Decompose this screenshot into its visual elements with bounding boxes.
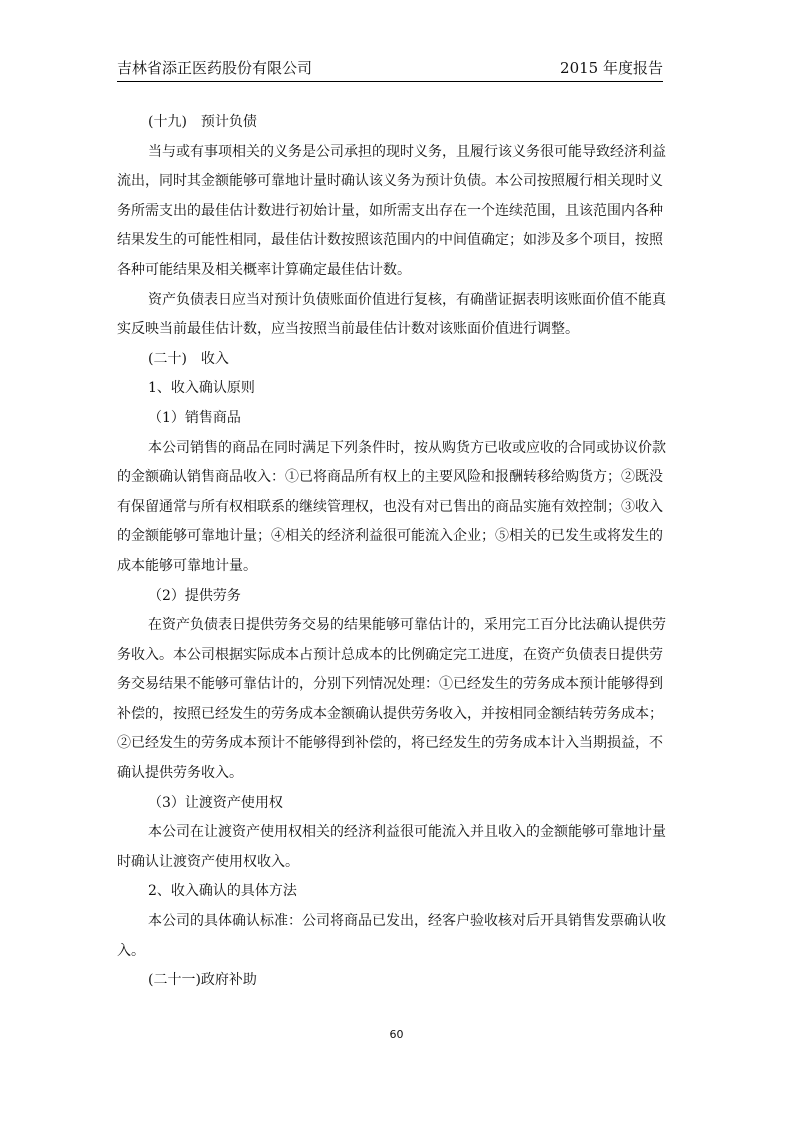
paragraph-line: 本公司的具体确认标准：公司将商品已发出，经客户验收核对后开具销售发票确认收 — [148, 913, 666, 930]
paragraph-line: 的金额确认销售商品收入：①已将商品所有权上的主要风险和报酬转移给购货方；②既没 — [117, 469, 663, 486]
paragraph-line: ②已经发生的劳务成本预计不能够得到补偿的，将已经发生的劳务成本计入当期损益，不 — [117, 735, 663, 752]
paragraph-line: 资产负债表日应当对预计负债账面价值进行复核，有确凿证据表明该账面价值不能真 — [148, 291, 666, 308]
paragraph-line: 确认提供劳务收入。 — [117, 765, 243, 782]
paragraph-line: 补偿的，按照已经发生的劳务成本金额确认提供劳务收入，并按相同金额结转劳务成本； — [117, 705, 663, 722]
section-heading-government-grants: (二十一)政府补助 — [148, 972, 257, 989]
paragraph-line: 当与或有事项相关的义务是公司承担的现时义务，且履行该义务很可能导致经济利益 — [148, 143, 666, 160]
section-heading-provisions: (十九) 预计负债 — [148, 114, 257, 130]
paragraph-line: 本公司在让渡资产使用权相关的经济利益很可能流入并且收入的金额能够可靠地计量 — [148, 824, 666, 841]
subheading-transfer-of-asset-use-rights: （3）让渡资产使用权 — [148, 794, 283, 811]
paragraph-line: 入。 — [117, 942, 145, 959]
paragraph-line: 在资产负债表日提供劳务交易的结果能够可靠估计的，采用完工百分比法确认提供劳 — [148, 617, 666, 634]
paragraph-line: 有保留通常与所有权相联系的继续管理权，也没有对已售出的商品实施有效控制；③收入 — [117, 498, 663, 515]
subheading-revenue-principles: 1、收入确认原则 — [148, 380, 255, 397]
subheading-sale-of-goods: （1）销售商品 — [148, 409, 241, 426]
paragraph-line: 本公司销售的商品在同时满足下列条件时，按从购货方已收或应收的合同或协议价款 — [148, 439, 666, 456]
paragraph-line: 流出，同时其金额能够可靠地计量时确认该义务为预计负债。本公司按照履行相关现时义 — [117, 173, 663, 190]
paragraph-line: 的金额能够可靠地计量；④相关的经济利益很可能流入企业；⑤相关的已发生或将发生的 — [117, 528, 663, 545]
header-report-title: 2015 年度报告 — [560, 59, 663, 77]
page-header — [117, 56, 663, 82]
subheading-revenue-specific-methods: 2、收入确认的具体方法 — [148, 883, 297, 900]
paragraph-line: 实反映当前最佳估计数，应当按照当前最佳估计数对该账面价值进行调整。 — [117, 321, 579, 338]
paragraph-line: 务交易结果不能够可靠估计的，分别下列情况处理：①已经发生的劳务成本预计能够得到 — [117, 676, 663, 693]
subheading-rendering-services: （2）提供劳务 — [148, 587, 241, 604]
page-number: 60 — [389, 1028, 404, 1041]
paragraph-line: 成本能够可靠地计量。 — [117, 557, 257, 574]
header-company-name: 吉林省添正医药股份有限公司 — [117, 59, 313, 77]
paragraph-line: 结果发生的可能性相同，最佳估计数按照该范围内的中间值确定；如涉及多个项目，按照 — [117, 232, 663, 249]
document-body — [117, 108, 669, 996]
paragraph-line: 务收入。本公司根据实际成本占预计总成本的比例确定完工进度，在资产负债表日提供劳 — [117, 646, 663, 663]
paragraph-line: 各种可能结果及相关概率计算确定最佳估计数。 — [117, 261, 411, 278]
paragraph-line: 务所需支出的最佳估计数进行初始计量，如所需支出存在一个连续范围，且该范围内各种 — [117, 202, 663, 219]
paragraph-line: 时确认让渡资产使用权收入。 — [117, 853, 299, 870]
section-heading-revenue: (二十) 收入 — [148, 350, 229, 367]
